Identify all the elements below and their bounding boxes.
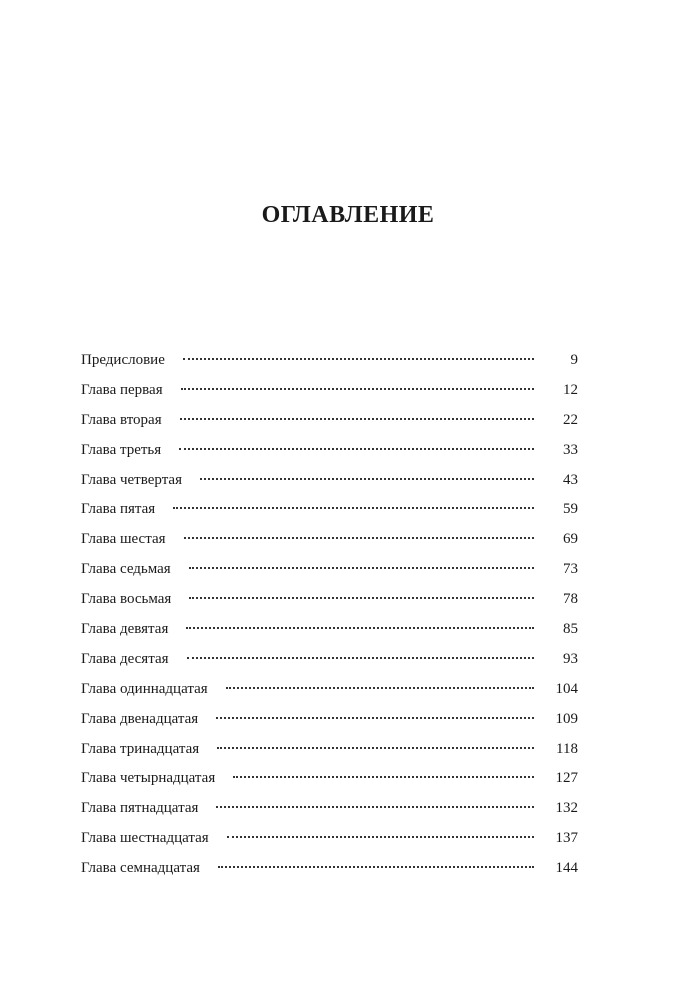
toc-entry[interactable] bbox=[81, 380, 578, 410]
toc-entry-page: 132 bbox=[555, 800, 578, 817]
toc-entry[interactable] bbox=[81, 709, 578, 739]
toc-entry-page: 104 bbox=[555, 680, 578, 697]
dot-leader bbox=[184, 537, 534, 539]
toc-entry-label: Глава вторая bbox=[81, 411, 162, 428]
dot-leader bbox=[181, 388, 534, 390]
toc-entry-label: Глава шестнадцатая bbox=[81, 830, 209, 847]
toc-entry[interactable] bbox=[81, 499, 578, 529]
toc-entry-page: 43 bbox=[563, 471, 578, 488]
dot-leader bbox=[173, 507, 534, 509]
toc-entry[interactable] bbox=[81, 619, 578, 649]
toc-entry[interactable] bbox=[81, 410, 578, 440]
dot-leader bbox=[218, 866, 534, 868]
toc-list bbox=[81, 350, 578, 888]
toc-entry[interactable] bbox=[81, 739, 578, 769]
toc-entry-page: 69 bbox=[563, 531, 578, 548]
toc-entry[interactable] bbox=[81, 589, 578, 619]
toc-entry[interactable] bbox=[81, 440, 578, 470]
toc-entry[interactable] bbox=[81, 649, 578, 679]
dot-leader bbox=[227, 836, 534, 838]
page-title: ОГЛАВЛЕНИЕ bbox=[261, 202, 435, 228]
toc-entry-label: Глава восьмая bbox=[81, 591, 172, 608]
toc-entry-label: Глава девятая bbox=[81, 621, 169, 638]
toc-entry[interactable] bbox=[81, 798, 578, 828]
toc-entry-page: 144 bbox=[555, 860, 578, 877]
toc-entry-page: 12 bbox=[563, 381, 578, 398]
toc-entry[interactable] bbox=[81, 559, 578, 589]
toc-entry-page: 22 bbox=[563, 411, 578, 428]
toc-entry-page: 78 bbox=[563, 591, 578, 608]
toc-entry-label: Глава четырнадцатая bbox=[81, 770, 216, 787]
dot-leader bbox=[226, 687, 534, 689]
toc-entry[interactable] bbox=[81, 679, 578, 709]
toc-entry-label: Глава пятнадцатая bbox=[81, 800, 199, 817]
dot-leader bbox=[179, 448, 534, 450]
toc-entry-page: 59 bbox=[563, 501, 578, 518]
toc-entry-label: Глава четвертая bbox=[81, 471, 182, 488]
dot-leader bbox=[187, 657, 535, 659]
toc-entry-page: 118 bbox=[556, 740, 578, 757]
toc-entry[interactable] bbox=[81, 858, 578, 888]
toc-entry[interactable] bbox=[81, 350, 578, 380]
dot-leader bbox=[200, 478, 534, 480]
toc-entry-label: Глава тринадцатая bbox=[81, 740, 200, 757]
toc-entry-page: 127 bbox=[555, 770, 578, 787]
toc-entry-page: 9 bbox=[570, 352, 578, 368]
toc-entry-page: 85 bbox=[563, 621, 578, 638]
toc-entry-label: Глава шестая bbox=[81, 531, 166, 548]
dot-leader bbox=[189, 567, 534, 569]
toc-entry-page: 137 bbox=[555, 830, 578, 847]
toc-entry[interactable] bbox=[81, 529, 578, 559]
toc-entry-page: 33 bbox=[563, 441, 578, 458]
dot-leader bbox=[183, 358, 534, 360]
dot-leader bbox=[233, 776, 534, 778]
dot-leader bbox=[216, 806, 534, 808]
toc-entry-label: Глава седьмая bbox=[81, 561, 171, 578]
dot-leader bbox=[217, 747, 534, 749]
dot-leader bbox=[186, 627, 534, 629]
toc-entry-label: Глава двенадцатая bbox=[81, 710, 199, 727]
toc-entry[interactable] bbox=[81, 828, 578, 858]
dot-leader bbox=[180, 418, 534, 420]
toc-entry-label: Глава третья bbox=[81, 441, 162, 458]
toc-entry-page: 93 bbox=[563, 650, 578, 667]
toc-entry-label: Глава десятая bbox=[81, 650, 169, 667]
dot-leader bbox=[216, 717, 534, 719]
toc-entry-label: Глава семнадцатая bbox=[81, 860, 200, 877]
toc-entry-page: 73 bbox=[563, 561, 578, 578]
dot-leader bbox=[189, 597, 534, 599]
toc-entry-label: Предисловие bbox=[81, 352, 165, 368]
toc-entry-label: Глава пятая bbox=[81, 501, 156, 518]
toc-entry[interactable] bbox=[81, 768, 578, 798]
toc-entry[interactable] bbox=[81, 470, 578, 500]
toc-entry-label: Глава одиннадцатая bbox=[81, 680, 208, 697]
toc-entry-label: Глава первая bbox=[81, 381, 163, 398]
toc-entry-page: 109 bbox=[555, 710, 578, 727]
